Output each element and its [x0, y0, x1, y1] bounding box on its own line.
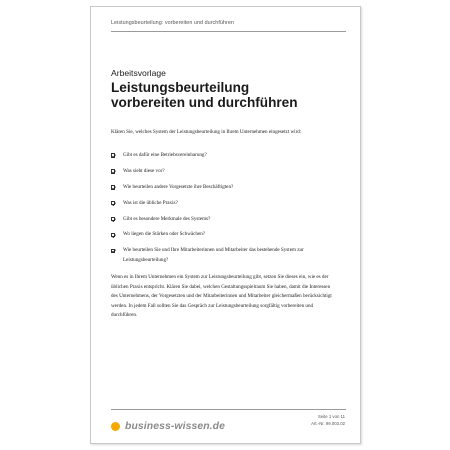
checklist-item-text: Was sieht diese vor?	[123, 167, 165, 174]
checkbox-icon	[111, 153, 115, 157]
logo-text: business-wissen.de	[125, 421, 225, 432]
logo-dot-icon	[111, 422, 120, 431]
checklist-item	[111, 246, 323, 265]
article-number: Art.-Nr. 99.003.02	[311, 421, 345, 426]
checklist-item	[111, 215, 331, 225]
checklist-item-text: Gibt es dafür eine Betriebsvereinbarung?	[123, 152, 207, 158]
checklist-item-text: Gibt es besondere Merkmale des Systems?	[123, 215, 211, 222]
checkbox-icon	[111, 169, 115, 173]
document-title	[111, 80, 351, 110]
checklist-item	[111, 151, 331, 161]
title-line-1: Leistungsbeurteilung	[111, 80, 250, 95]
checklist-item-text: Wo liegen die Stärken oder Schwächen?	[123, 231, 206, 238]
document-page	[90, 6, 361, 444]
document-subtitle: Arbeitsvorlage	[111, 68, 166, 78]
running-header: Leistungsbeurteilung: vorbereiten und durchführen	[111, 20, 234, 26]
checklist-item	[111, 230, 331, 240]
checklist-item-text: Wie beurteilen Sie und Ihre Mitarbeiterinnen und Mitarbeiter das bestehende System zur Leistungsbeurteilung?	[123, 247, 304, 263]
checkbox-icon	[111, 249, 115, 253]
checklist-item	[111, 167, 331, 177]
page-number: Seite 1 von 11	[317, 414, 345, 419]
checkbox-icon	[111, 217, 115, 221]
header-divider	[111, 31, 346, 32]
checklist-item-text: Was ist die übliche Praxis?	[123, 199, 178, 206]
checkbox-icon	[111, 233, 115, 237]
checklist-item-text: Wie beurteilen andere Vorgesetzte ihre Beschäftigten?	[123, 183, 234, 190]
footer-divider	[111, 409, 346, 410]
brand-logo	[111, 421, 225, 432]
page-info	[311, 413, 345, 427]
closing-paragraph: Wenn es in Ihrem Unternehmen ein System zur Leistungsbeurteilung gibt, setzen Sie dieses ein, wie es der üblichen Praxis entspricht. Klären Sie dabei, welchen Gestaltungsspielraum Sie haben, damit die Interessen des Unternehmens, der Vorgesetzten und der Mitarbeiterinnen und Mitarbeiter gleichermaßen berücksichtigt werden. In jedem Fall sollten Sie das Gespräch zur Leistungsbeurteilung sorgfältig vorbereiten und durchführen.	[111, 274, 332, 319]
title-line-2: vorbereiten und durchführen	[111, 95, 298, 110]
checklist	[111, 151, 331, 265]
checkbox-icon	[111, 185, 115, 189]
checkbox-icon	[111, 201, 115, 205]
intro-paragraph: Klären Sie, welches System der Leistungsbeurteilung in Ihrem Unternehmen eingesetzt wird:	[111, 129, 302, 135]
checklist-item	[111, 199, 331, 209]
checklist-item	[111, 183, 331, 193]
